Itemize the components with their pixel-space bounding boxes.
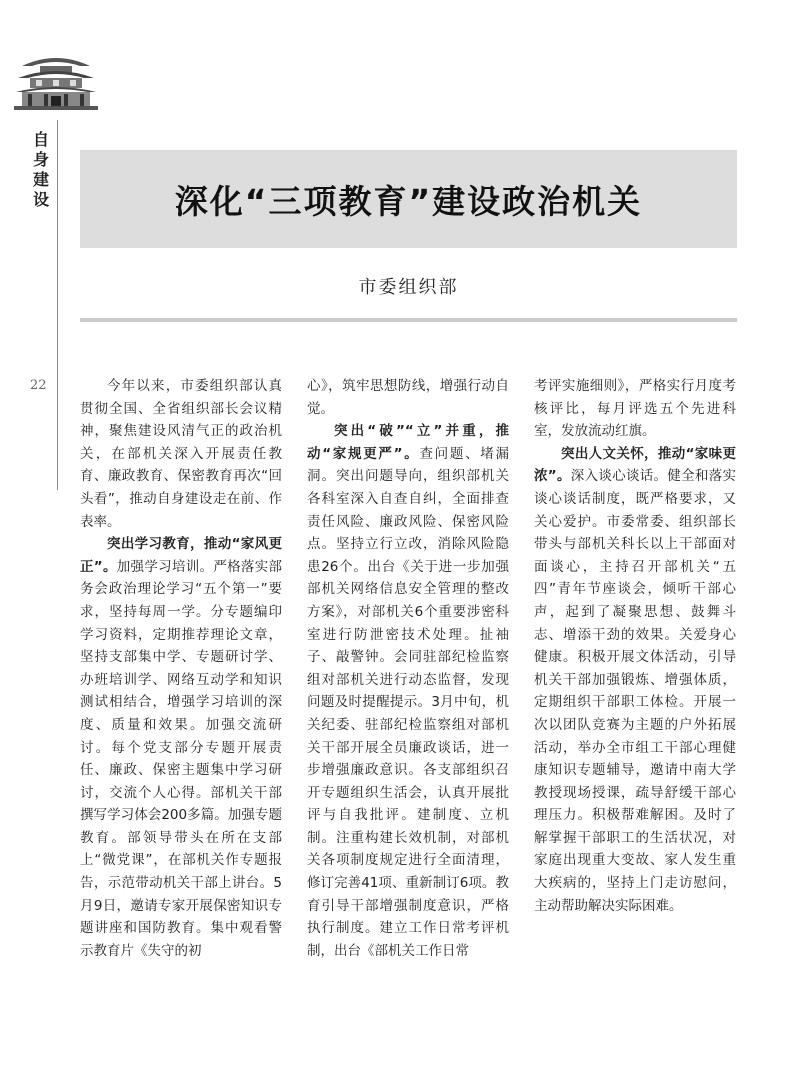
paragraph: 心》，筑牢思想防线，增强行动自觉。 bbox=[307, 378, 509, 417]
article-byline: 市委组织部 bbox=[358, 277, 459, 298]
paragraph-text: 深入谈心谈话。健全和落实谈心谈话制度，既严格要求，又关心爱护。市委常委、组织部长带头与部机关科长以上干部面对面谈心，主持召开部机关“五四”青年节座谈会，倾听干部心声，起到了凝聚思想、鼓舞斗志、增添干劲的效果。关爱身心健康。积极开展文体活动，引导机关干部加强锻炼、增强体质，定期组织干部职工体检。开展一次以团队竞赛为主题的户外拓展活动，举办全市组工干部心理健康知识专题辅导，邀请中南大学教授现场授课，疏导舒缓干部心理压力。积极帮难解困。及时了解掌握干部职工的生活状况，对家庭出现重大变故、家人发生重大疾病的，坚持上门走访慰问，主动帮助解决实际困难。 bbox=[534, 468, 737, 914]
title-divider bbox=[80, 318, 737, 322]
text-column-2 bbox=[307, 375, 509, 962]
text-column-1 bbox=[80, 375, 282, 962]
paragraph: 考评实施细则》，严格实行月度考核评比，每月评选五个先进科室，发放流动红旗。 bbox=[534, 378, 736, 440]
pavilion-icon bbox=[14, 48, 98, 114]
paragraph bbox=[307, 420, 509, 962]
paragraph: 今年以来，市委组织部认真贯彻全国、全省组织部长会议精神，聚焦建设风清气正的政治机关，在部机关深入开展责任教育、廉政教育、保密教育再次“回头看”，推动自身建设走在前、作表率。 bbox=[80, 378, 282, 530]
section-label: 自 身 建 设 bbox=[32, 130, 49, 209]
paragraph bbox=[534, 443, 736, 917]
paragraph bbox=[80, 533, 282, 962]
paragraph-text: 加强学习培训。严格落实部务会政治理论学习“五个第一”要求，坚持每周一学。分专题编印学习资料，定期推荐理论文章，坚持支部集中学、专题研讨学、办班培训学、网络互动学和知识测试相结合，增强学习培训的深度、质量和效果。加强交流研讨。每个党支部分专题开展责任、廉政、保密主题集中学习研讨，交流个人心得。部机关干部撰写学习体会200多篇。加强专题教育。部领导带头在所在支部上“微党课”，在部机关作专题报告，示范带动机关干部上讲台。5月9日，邀请专家开展保密知识专题讲座和国防教育。集中观看警示教育片《失守的初 bbox=[80, 558, 283, 959]
title-banner bbox=[80, 150, 737, 248]
page-number: 22 bbox=[30, 378, 47, 393]
paragraph-text: 查问题、堵漏洞。突出问题导向，组织部机关各科室深入自查自纠，全面排查责任风险、廉政风险、保密风险点。坚持立行立改，消除风险隐患26个。出台《关于进一步加强部机关网络信息安全管理的整改方案》，对部机关6个重要涉密科室进行防泄密技术处理。扯袖子、敲警钟。会同驻部纪检监察组对部机关进行动态监督，发现问题及时提醒提示。3月中旬，机关纪委、驻部纪检监察组对部机关干部开展全员廉政谈话，进一步增强廉政意识。各支部组织召开专题组织生活会，认真开展批评与自我批评。建制度、立机制。注重构建长效机制，对部机关各项制度规定进行全面清理，修订完善41项、重新制订6项。教育引导干部增强制度意识，严格执行制度。建立工作日常考评机制，出台《部机关工作日常 bbox=[307, 445, 509, 959]
text-column-3 bbox=[534, 375, 736, 917]
section-heading: 突出学习教育，推动“家风更正”。 bbox=[80, 536, 282, 575]
article-title: 深化“三项教育”建设政治机关 bbox=[174, 181, 643, 221]
margin-rule bbox=[57, 120, 58, 490]
section-heading: 突出人文关怀，推动“家味更浓”。 bbox=[534, 445, 736, 485]
section-heading: 突出“破”“立”并重，推动“家规更严”。 bbox=[307, 423, 509, 462]
